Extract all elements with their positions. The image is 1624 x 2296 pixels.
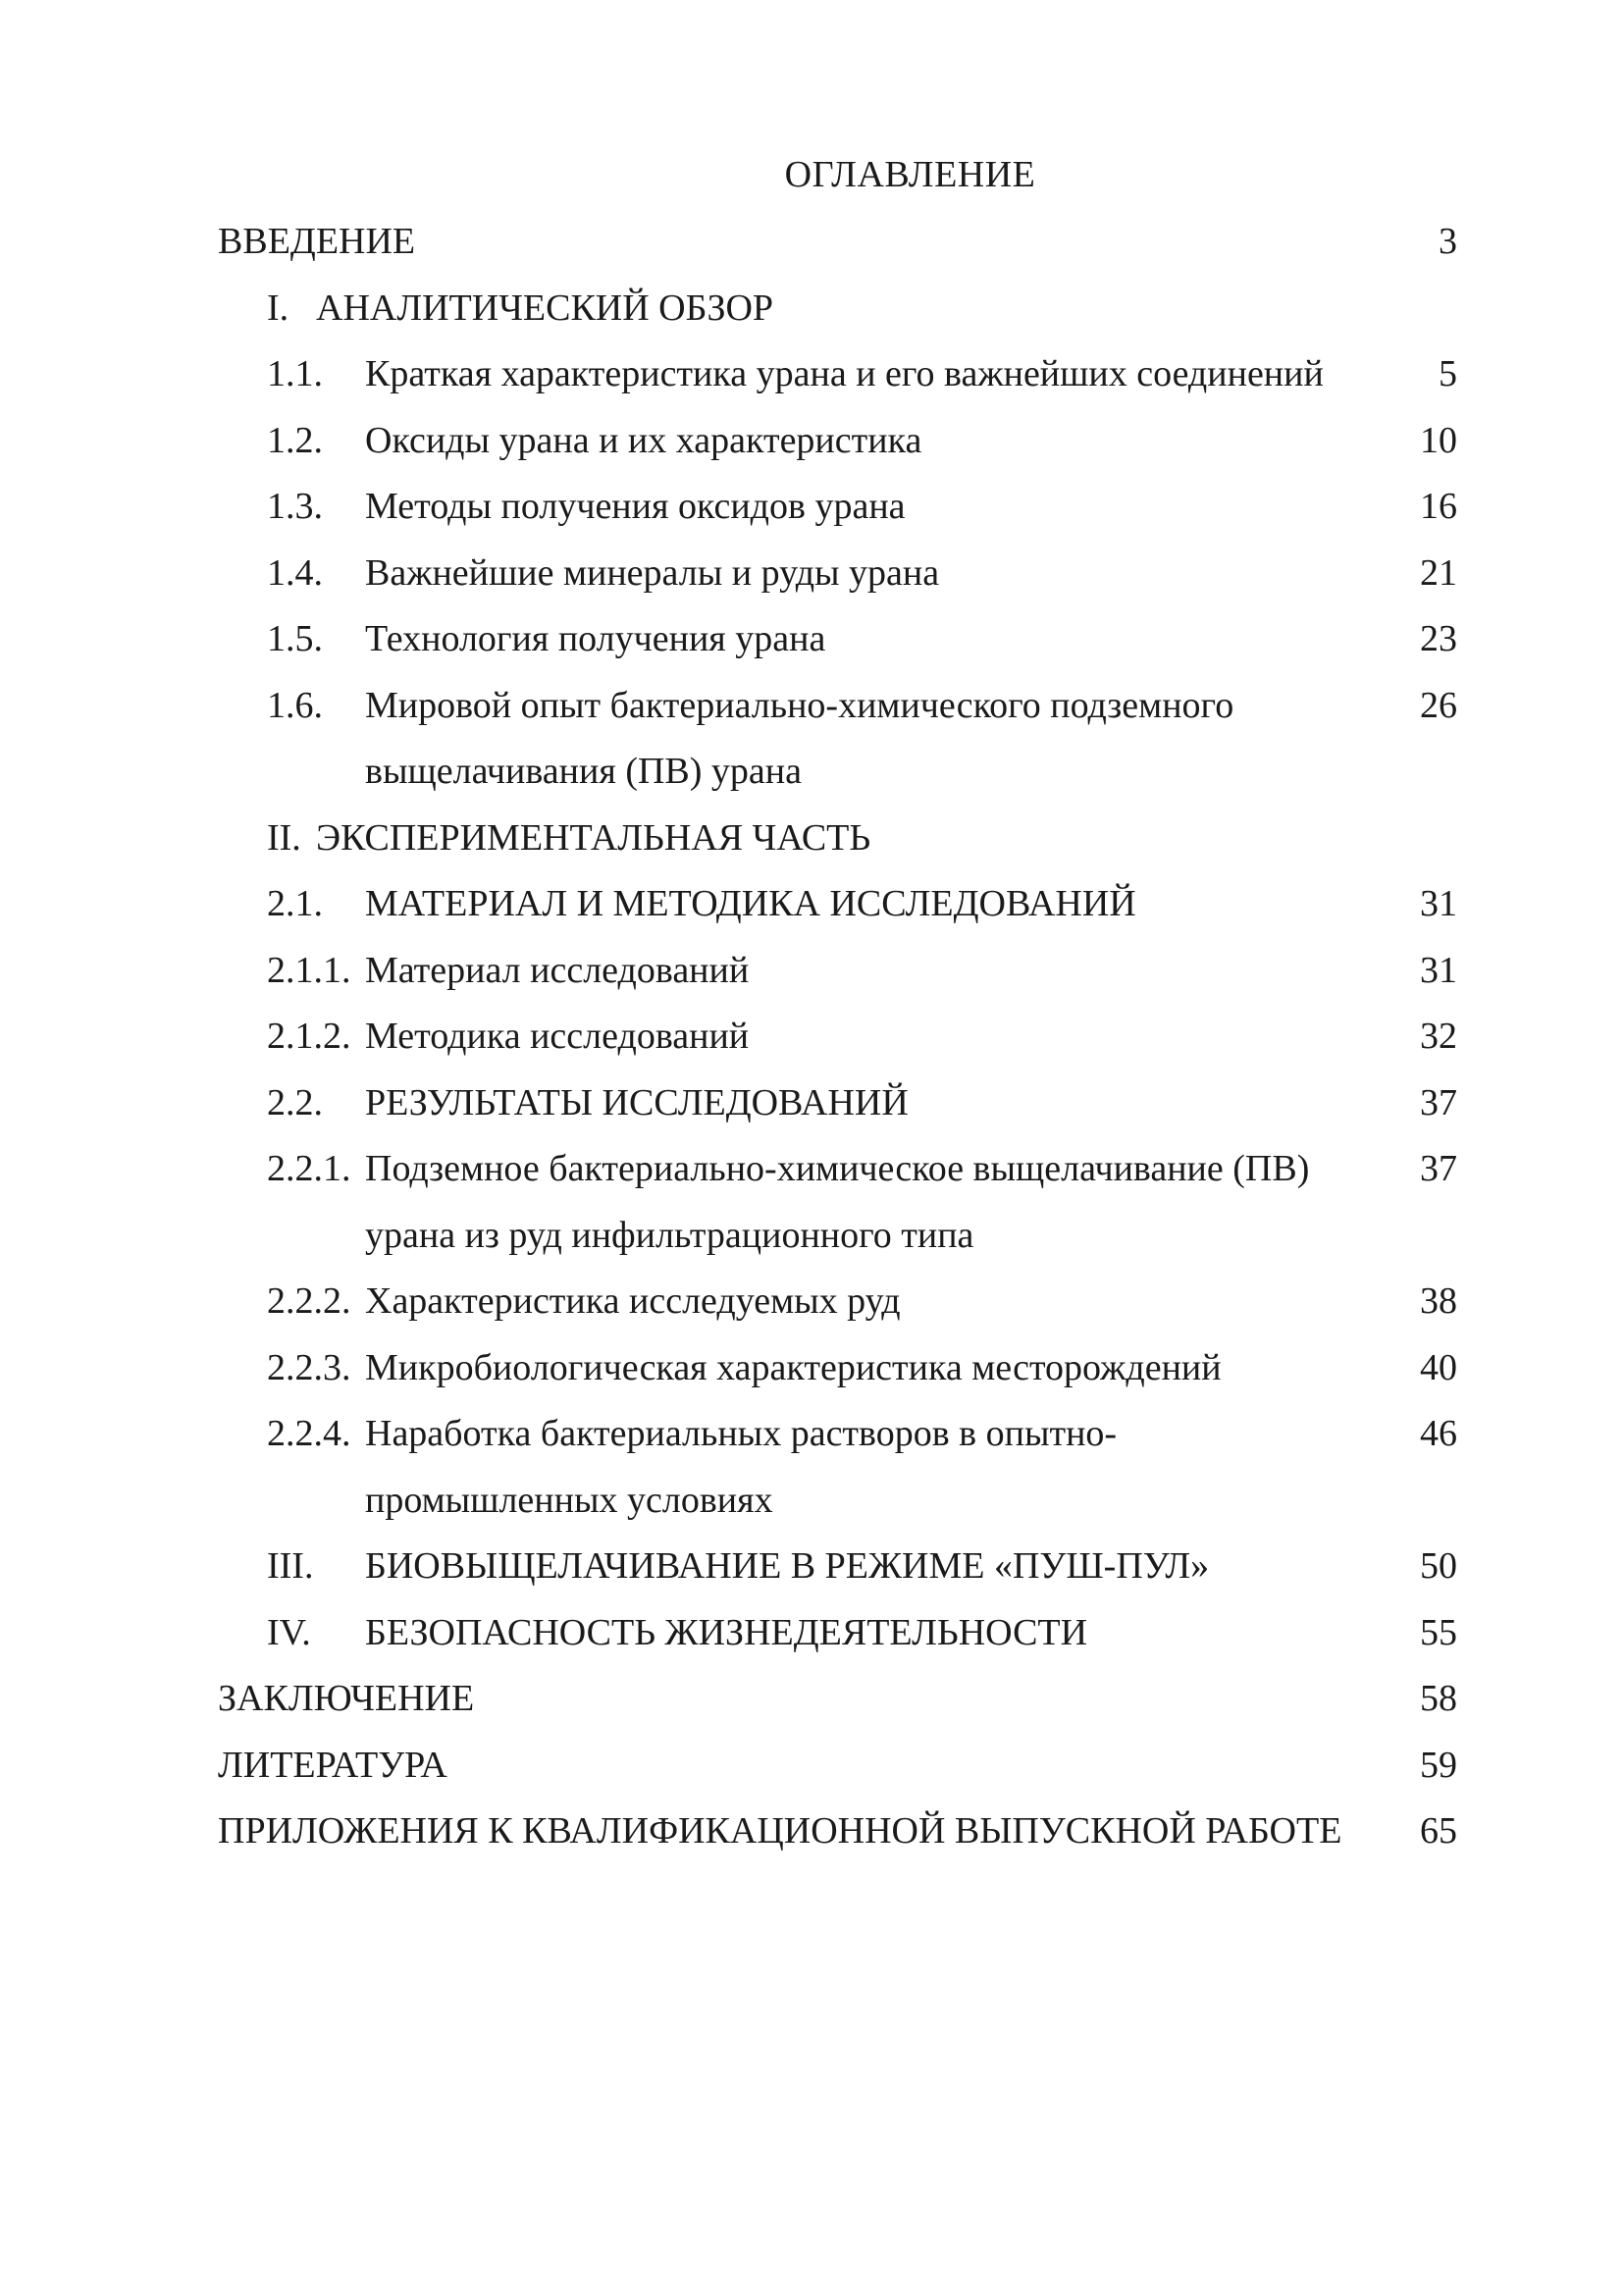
toc-heading: ОГЛАВЛЕНИЕ [784, 154, 1036, 195]
toc-entry [0, 348, 1624, 415]
toc-entry [0, 1475, 1624, 1541]
toc-entry [0, 1540, 1624, 1607]
toc-entry-page-number: 59 [1420, 1744, 1457, 1786]
toc-entry-page-number: 10 [1420, 419, 1457, 461]
toc-entry-number: II. [267, 816, 301, 859]
toc-entry [0, 1805, 1624, 1872]
toc-entry-page-number: 3 [1439, 221, 1457, 262]
toc-entry-title: ВВЕДЕНИЕ [218, 221, 416, 262]
toc-entry-page-number: 5 [1439, 353, 1457, 394]
toc-entry-number: 2.1.2. [267, 1016, 351, 1057]
toc-entry-page-number: 46 [1420, 1413, 1457, 1454]
toc-entry [0, 878, 1624, 945]
toc-entry-page-number: 50 [1420, 1545, 1457, 1587]
toc-entry [0, 613, 1624, 680]
toc-entry-page-number: 31 [1420, 949, 1457, 991]
toc-entry-number: 2.2.3. [267, 1346, 351, 1388]
toc-entry-number: IV. [267, 1611, 311, 1653]
toc-entry-title: Важнейшие минералы и руды урана [365, 551, 940, 594]
toc-entry [0, 548, 1624, 614]
toc-entry [0, 1077, 1624, 1144]
toc-entry-number: 1.4. [267, 551, 323, 594]
toc-entry-title: урана из руд инфильтрационного типа [365, 1214, 974, 1256]
toc-entry-number: 1.3. [267, 486, 323, 527]
toc-entry-title: выщелачивания (ПВ) урана [365, 751, 802, 792]
toc-entry-number: 2.2.1. [267, 1148, 351, 1189]
toc-entry-title: промышленных условиях [365, 1479, 773, 1521]
toc-entry-page-number: 23 [1420, 618, 1457, 659]
toc-entry-number: I. [267, 287, 289, 329]
toc-entry-page-number: 65 [1420, 1810, 1457, 1852]
toc-entry-page-number: 16 [1420, 486, 1457, 527]
toc-entry-title: ЗАКЛЮЧЕНИЕ [218, 1678, 475, 1719]
toc-entry [0, 1342, 1624, 1409]
toc-entry-title: Краткая характеристика урана и его важнейших соединений [365, 353, 1324, 394]
toc-entry-title: Материал исследований [365, 949, 750, 991]
toc-entry-title: Технология получения урана [365, 618, 826, 659]
toc-entry-number: 1.1. [267, 353, 323, 394]
toc-entry-title: МАТЕРИАЛ И МЕТОДИКА ИССЛЕДОВАНИЙ [365, 883, 1136, 924]
toc-entry [0, 1408, 1624, 1475]
toc-entry-title: Характеристика исследуемых руд [365, 1280, 901, 1322]
toc-entry-number: 2.1. [267, 883, 323, 924]
toc-entry [0, 680, 1624, 747]
toc-entry [0, 1143, 1624, 1210]
toc-entry-title: ЛИТЕРАТУРА [218, 1744, 447, 1786]
toc-entry-title: Микробиологическая характеристика месторождений [365, 1346, 1222, 1388]
toc-entry-page-number: 37 [1420, 1148, 1457, 1189]
toc-entry [0, 283, 1624, 349]
toc-entry [0, 1011, 1624, 1077]
toc-entry [0, 216, 1624, 283]
toc-entry-number: 2.1.1. [267, 949, 351, 991]
toc-entry [0, 1607, 1624, 1674]
toc-entry-page-number: 31 [1420, 883, 1457, 924]
toc-entry-page-number: 38 [1420, 1280, 1457, 1322]
toc-entry-page-number: 26 [1420, 684, 1457, 726]
toc-entry-title: БЕЗОПАСНОСТЬ ЖИЗНЕДЕЯТЕЛЬНОСТИ [365, 1611, 1088, 1653]
toc-entry-number: 1.6. [267, 684, 323, 726]
toc-entry [0, 812, 1624, 879]
toc-entry-page-number: 32 [1420, 1016, 1457, 1057]
toc-entry-number: 2.2.2. [267, 1280, 351, 1322]
toc-entry-number: 2.2. [267, 1081, 323, 1123]
toc-entry [0, 1276, 1624, 1342]
toc-entry-page-number: 58 [1420, 1678, 1457, 1719]
toc-entry-number: 1.5. [267, 618, 323, 659]
toc-entry-title: Методика исследований [365, 1016, 750, 1057]
toc-entry-number: 1.2. [267, 419, 323, 461]
toc-entry-title: Оксиды урана и их характеристика [365, 419, 922, 461]
toc-entry [0, 1673, 1624, 1740]
toc-entry-title: АНАЛИТИЧЕСКИЙ ОБЗОР [316, 287, 774, 329]
toc-entry-title: РЕЗУЛЬТАТЫ ИССЛЕДОВАНИЙ [365, 1081, 909, 1123]
toc-entry-title: Методы получения оксидов урана [365, 486, 906, 527]
toc-entry-title: БИОВЫЩЕЛАЧИВАНИЕ В РЕЖИМЕ «ПУШ-ПУЛ» [365, 1545, 1210, 1587]
toc-entry-title: Наработка бактериальных растворов в опытно- [365, 1413, 1118, 1454]
toc-entry-page-number: 55 [1420, 1611, 1457, 1653]
toc-entry [0, 1210, 1624, 1277]
toc-entry-title: Мировой опыт бактериально-химического подземного [365, 684, 1234, 726]
toc-entry-title: Подземное бактериально-химическое выщелачивание (ПВ) [365, 1148, 1310, 1189]
toc-entry [0, 945, 1624, 1012]
toc-entry-number: 2.2.4. [267, 1413, 351, 1454]
toc-entry-page-number: 21 [1420, 551, 1457, 594]
toc-entry-title: ЭКСПЕРИМЕНТАЛЬНАЯ ЧАСТЬ [316, 816, 871, 859]
toc-entry [0, 1740, 1624, 1806]
toc-entry [0, 746, 1624, 812]
toc-entry [0, 481, 1624, 548]
toc-entry-page-number: 37 [1420, 1081, 1457, 1123]
toc-entry-number: III. [267, 1545, 314, 1587]
table-of-contents [0, 216, 1624, 1872]
toc-entry-page-number: 40 [1420, 1346, 1457, 1388]
toc-entry-title: ПРИЛОЖЕНИЯ К КВАЛИФИКАЦИОННОЙ ВЫПУСКНОЙ РАБОТЕ [218, 1810, 1342, 1852]
toc-entry [0, 415, 1624, 482]
